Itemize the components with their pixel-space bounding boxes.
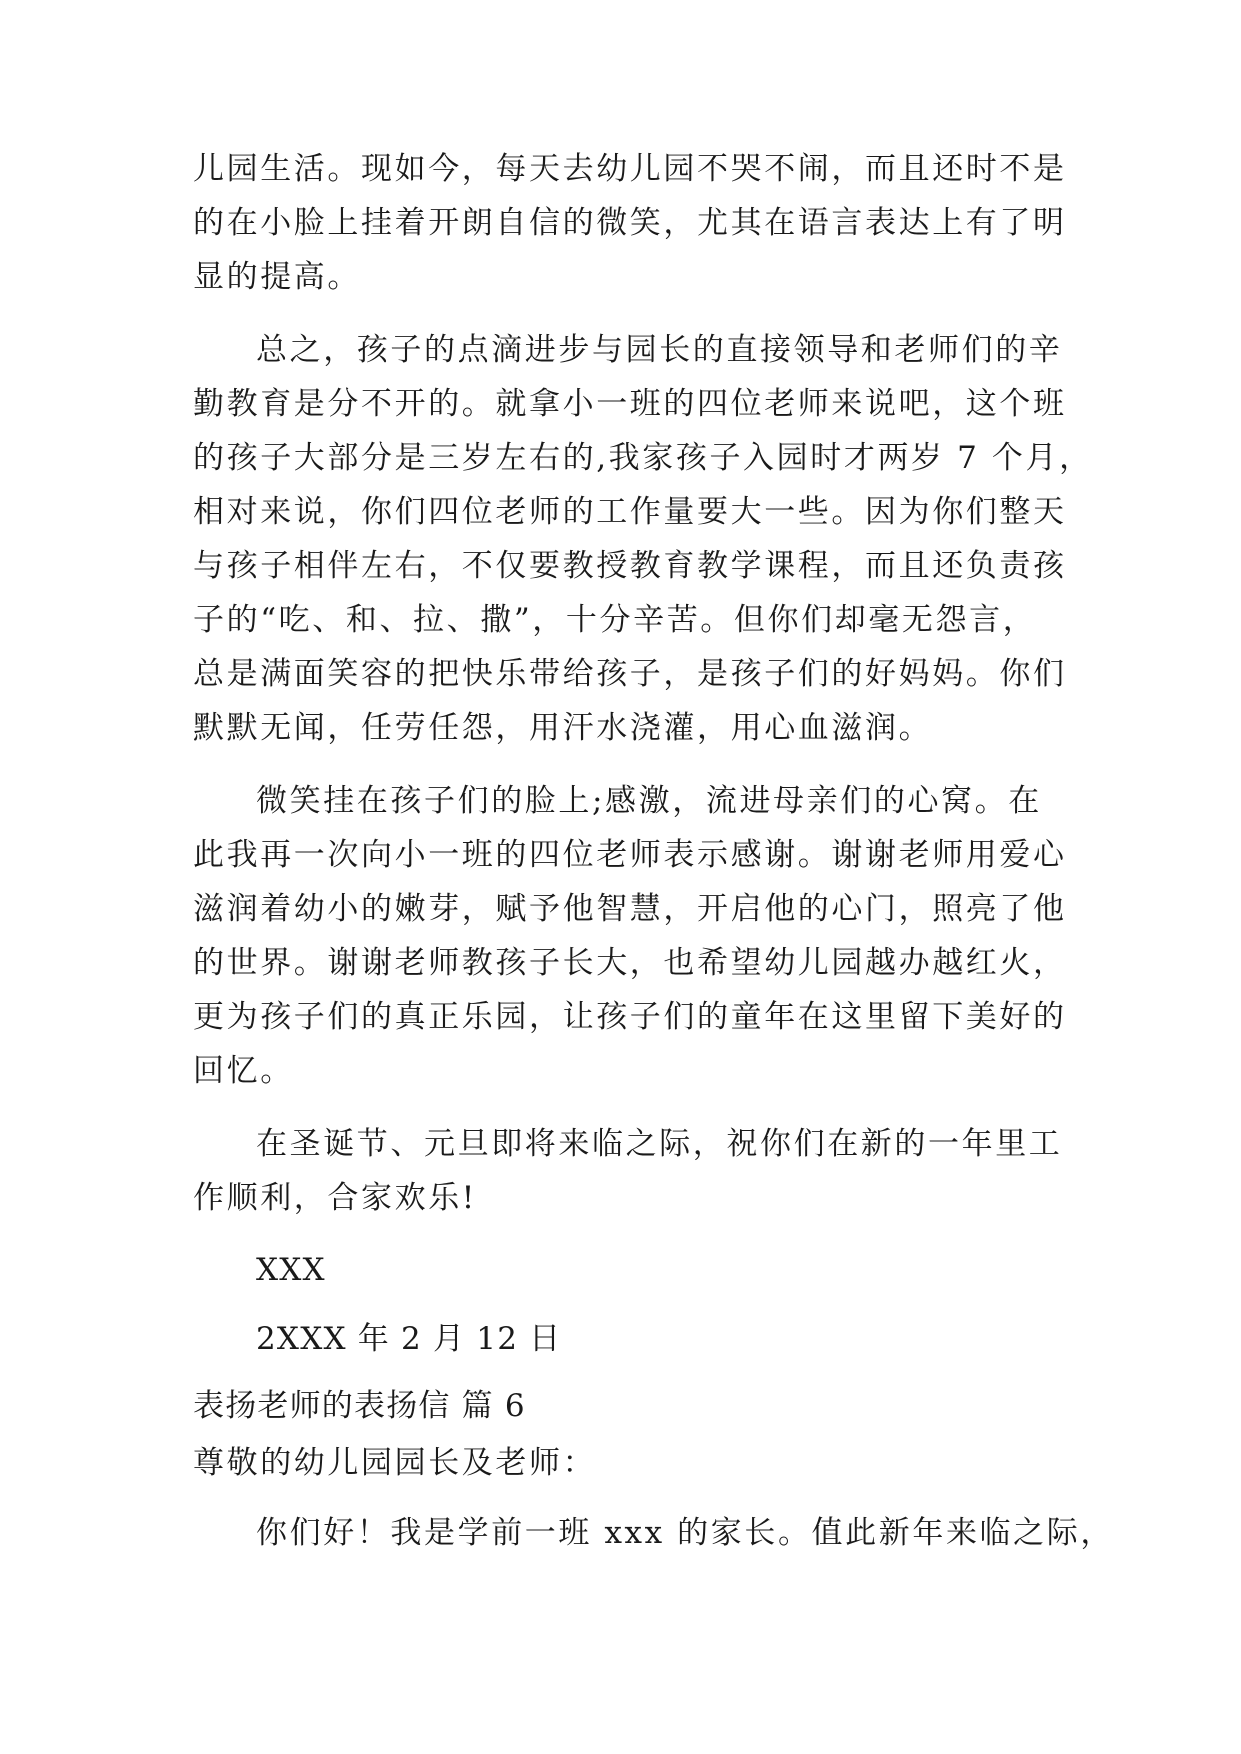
paragraph-first-line: 微笑挂在孩子们的脸上;感激，流进母亲们的心窝。在 [256,783,1042,819]
signature-date: 2XXX 年 2 月 12 日 [256,1321,562,1357]
section-heading: 表扬老师的表扬信 篇 6 [193,1388,526,1424]
text-line: 回忆。 [193,1053,294,1089]
text-line: 子的“吃、和、拉、撒”，十分辛苦。但你们却毫无怨言， [193,602,1037,638]
text-line: 勤教育是分不开的。就拿小一班的四位老师来说吧，这个班 [193,386,1067,422]
text-line: 默默无闻，任劳任怨，用汗水浇灌，用心血滋润。 [193,710,933,746]
text-line: 的在小脸上挂着开朗自信的微笑，尤其在语言表达上有了明 [193,205,1067,241]
text-line: 的世界。谢谢老师教孩子长大，也希望幼儿园越办越红火， [193,945,1067,981]
text-line: 滋润着幼小的嫩芽，赋予他智慧，开启他的心门，照亮了他 [193,891,1067,927]
text-line: 作顺利，合家欢乐! [193,1180,477,1216]
signature-name: XXX [256,1252,326,1288]
salutation: 尊敬的幼儿园园长及老师： [193,1445,597,1481]
text-line: 显的提高。 [193,259,361,295]
text-line: 与孩子相伴左右，不仅要教授教育教学课程，而且还负责孩 [193,548,1067,584]
text-line: 总是满面笑容的把快乐带给孩子，是孩子们的好妈妈。你们 [193,656,1067,692]
paragraph-first-line: 在圣诞节、元旦即将来临之际，祝你们在新的一年里工 [256,1126,1063,1162]
text-line: 相对来说，你们四位老师的工作量要大一些。因为你们整天 [193,494,1067,530]
paragraph-first-line: 总之，孩子的点滴进步与园长的直接领导和老师们的辛 [256,332,1063,368]
text-line: 的孩子大部分是三岁左右的,我家孩子入园时才两岁 7 个月， [193,440,1093,476]
paragraph-first-line: 你们好！我是学前一班 xxx 的家长。值此新年来临之际， [256,1515,1114,1551]
text-line: 儿园生活。现如今，每天去幼儿园不哭不闹，而且还时不是 [193,151,1067,187]
text-line: 此我再一次向小一班的四位老师表示感谢。谢谢老师用爱心 [193,837,1067,873]
text-line: 更为孩子们的真正乐园，让孩子们的童年在这里留下美好的 [193,999,1067,1035]
